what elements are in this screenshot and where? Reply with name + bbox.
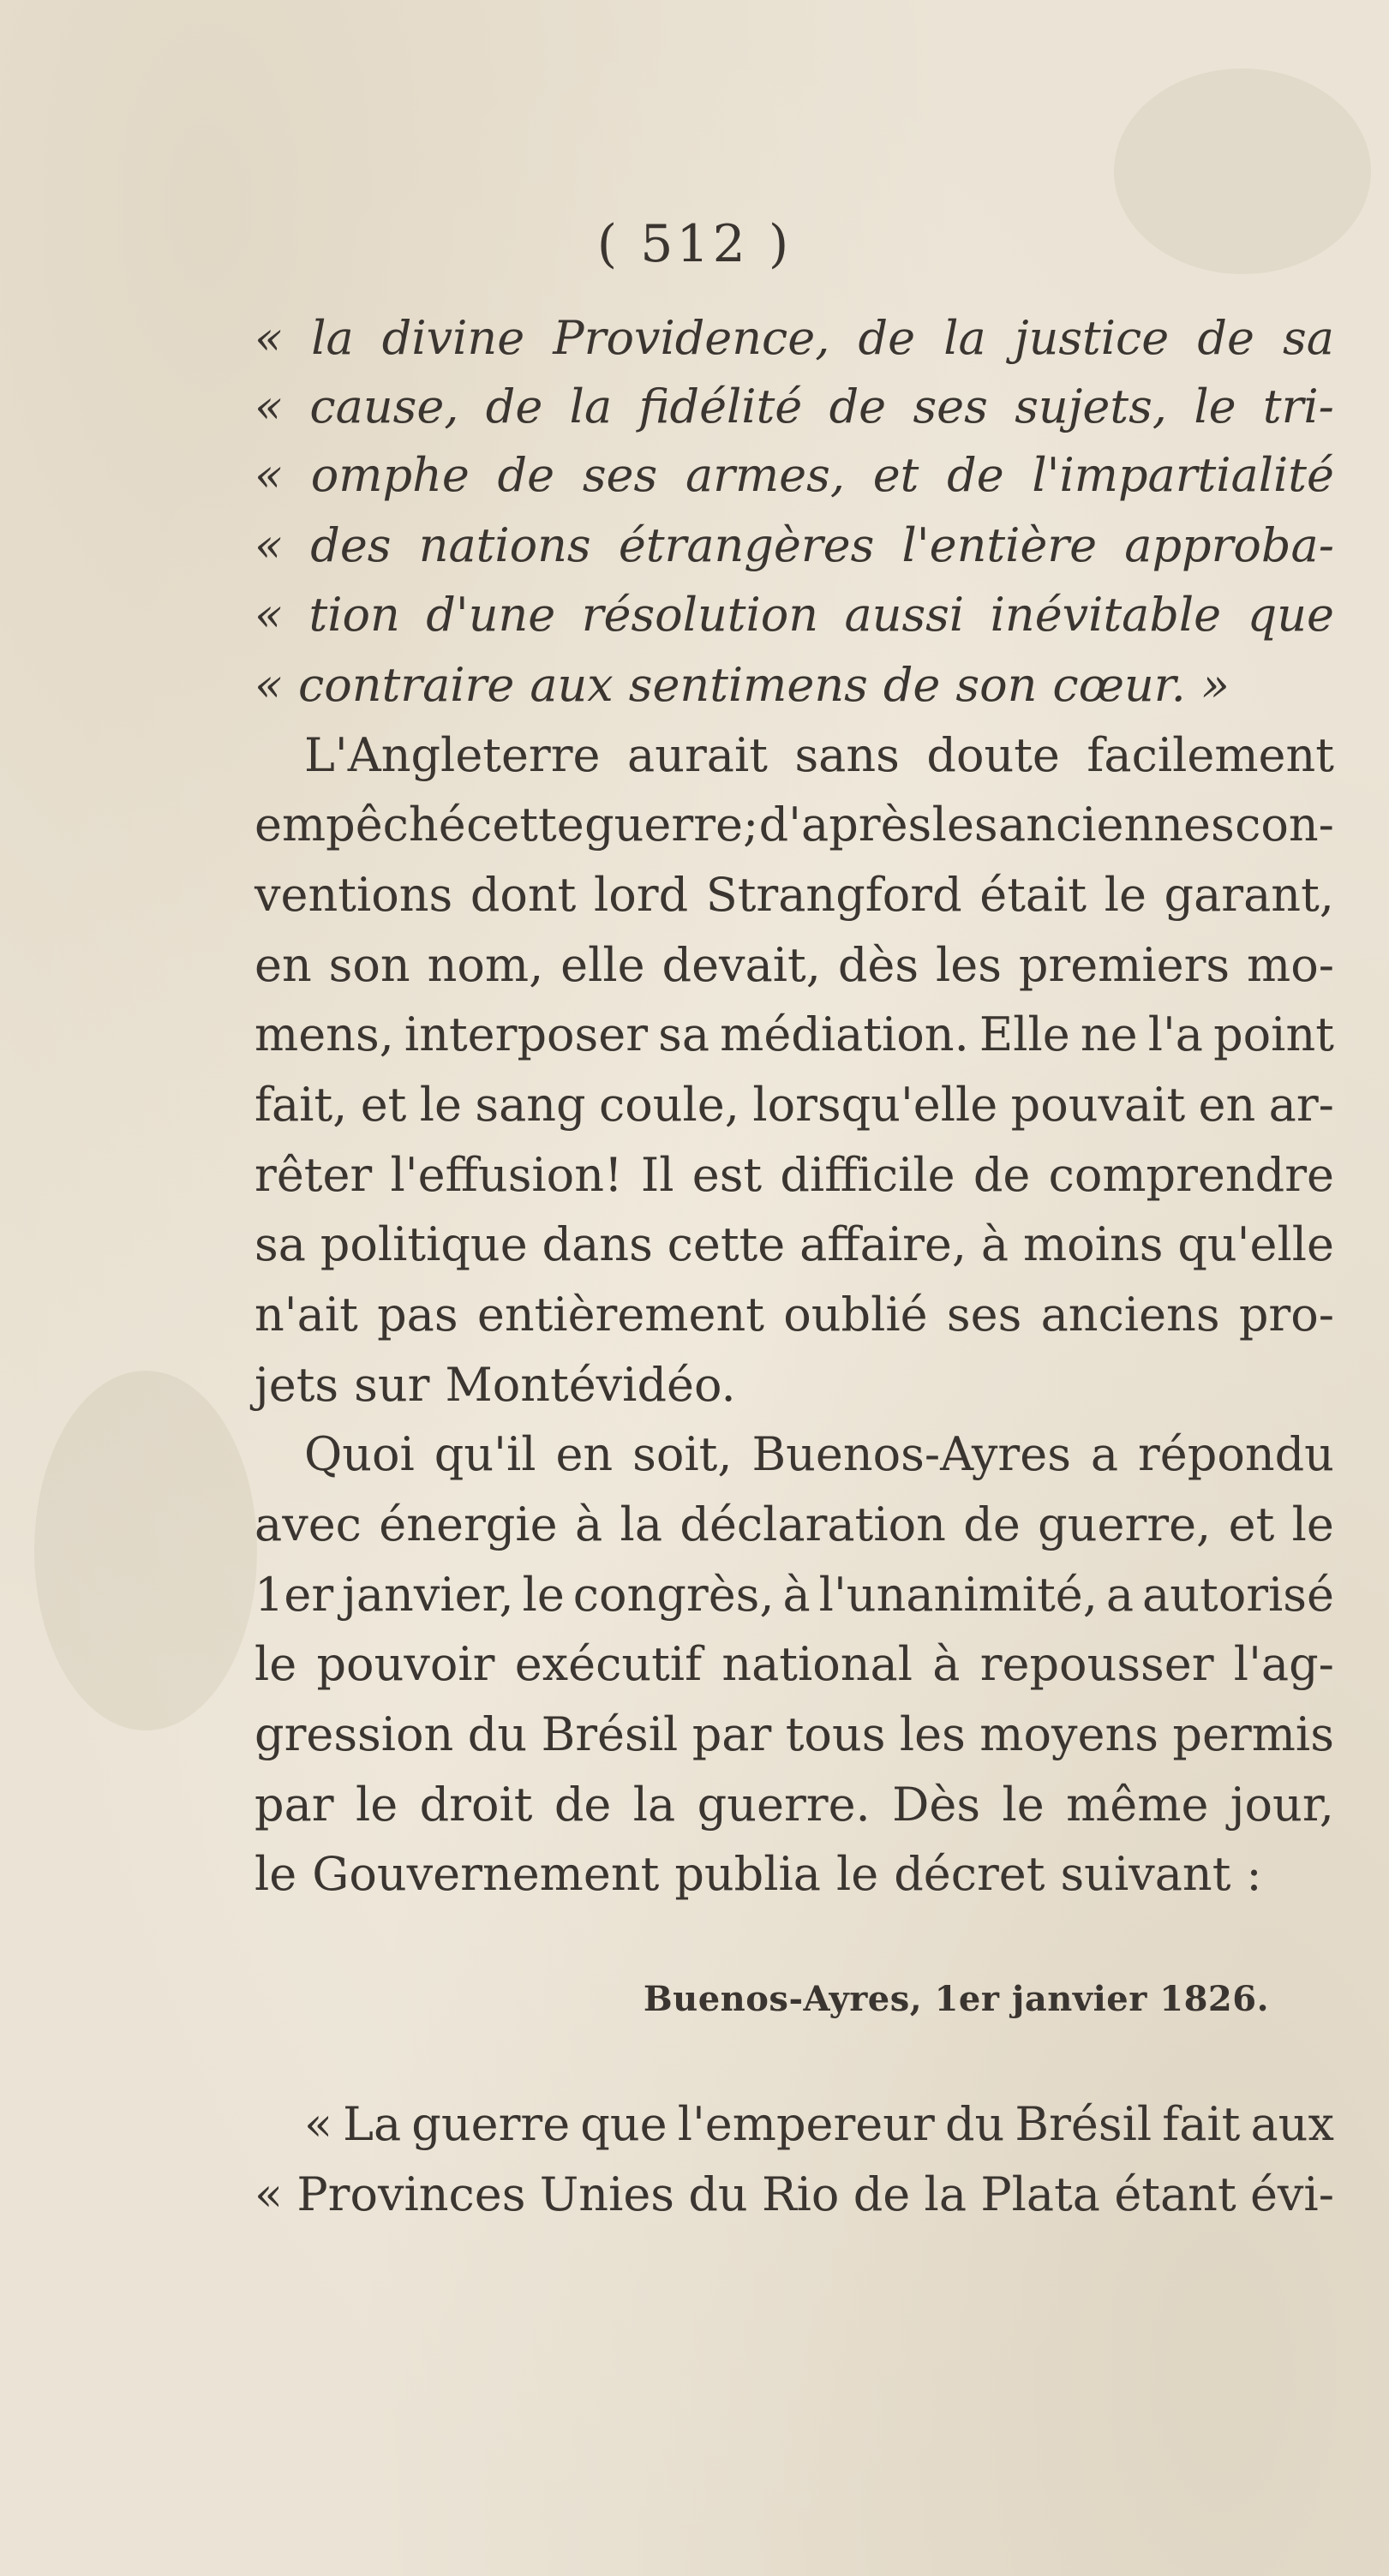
paragraph-line <box>254 1281 1334 1349</box>
word: La <box>343 2097 402 2151</box>
word: armes, <box>685 448 845 502</box>
word: la <box>569 380 613 433</box>
word: le <box>835 1847 879 1901</box>
paragraph-line <box>254 1141 1334 1210</box>
word: guerre. <box>697 1778 871 1832</box>
word: l'ag- <box>1233 1637 1334 1691</box>
word: moyens <box>979 1707 1158 1761</box>
word: qu'elle <box>1177 1217 1334 1271</box>
paragraph-line <box>254 1840 1334 1909</box>
word: aurait <box>627 728 768 782</box>
word: le <box>522 1568 565 1622</box>
word: sa <box>1283 311 1334 365</box>
word: fait <box>1162 2097 1241 2151</box>
word: suivant <box>1060 1847 1231 1901</box>
word: dans <box>542 1217 653 1271</box>
word: Brésil <box>1015 2097 1153 2151</box>
paragraph-line <box>254 931 1334 1000</box>
word: 1er <box>254 1568 334 1622</box>
paper-stain <box>34 1371 257 1730</box>
word: ventions <box>254 868 453 922</box>
paragraph-line <box>254 791 1334 859</box>
word: l'unanimité, <box>818 1568 1098 1622</box>
word: de <box>858 311 916 365</box>
word: le <box>1291 1497 1334 1551</box>
word: Il <box>640 1148 674 1202</box>
word: l'a <box>1147 1007 1203 1061</box>
quote-line <box>254 373 1334 441</box>
word: des <box>310 518 392 572</box>
word: aux <box>1250 2097 1334 2151</box>
quote-line <box>254 304 1334 373</box>
word: ses <box>946 1288 1022 1342</box>
word: mens, <box>254 1007 394 1061</box>
word: approba- <box>1124 518 1334 572</box>
word: Unies <box>539 2167 675 2221</box>
word: ses <box>582 448 658 502</box>
word: congrès, <box>572 1568 775 1622</box>
word: fidélité <box>638 380 803 433</box>
word: en <box>254 938 312 992</box>
decree-line <box>304 2090 1334 2159</box>
word: à <box>782 1568 811 1622</box>
word: « <box>254 380 284 433</box>
word: nations <box>418 518 591 572</box>
word: est <box>692 1148 763 1202</box>
word: moins <box>1022 1217 1164 1271</box>
page-number: ( 512 ) <box>596 214 793 274</box>
word: inévitable <box>990 588 1222 642</box>
word: Plata <box>980 2167 1101 2221</box>
word: « <box>254 2167 284 2221</box>
word: con- <box>1235 798 1334 852</box>
word: du <box>688 2167 748 2221</box>
paragraph-line <box>254 1630 1334 1699</box>
word: pro- <box>1238 1288 1334 1342</box>
paragraph-line <box>254 1001 1334 1069</box>
word: répondu <box>1137 1427 1334 1481</box>
word: tous <box>785 1707 886 1761</box>
word: sujets, <box>1015 380 1167 433</box>
word: guerre, <box>1038 1497 1212 1551</box>
word: anciens <box>1040 1288 1220 1342</box>
word: entièrement <box>476 1288 764 1342</box>
word: politique <box>320 1217 528 1271</box>
word: de <box>1197 311 1254 365</box>
decree-line <box>254 2161 1334 2229</box>
word: même <box>1066 1778 1209 1832</box>
word: de <box>853 2167 911 2221</box>
word: jets <box>254 1358 339 1412</box>
word: le <box>1002 1778 1045 1832</box>
word: a <box>1105 1568 1135 1622</box>
word: de <box>485 380 543 433</box>
paragraph-line <box>254 861 1334 929</box>
word: de <box>963 1497 1021 1551</box>
word: étrangères <box>618 518 875 572</box>
word: national <box>721 1637 913 1691</box>
word: Brésil <box>541 1707 679 1761</box>
paragraph-line <box>254 1771 1334 1839</box>
word: évi- <box>1249 2167 1334 2221</box>
word: affaire, <box>799 1217 967 1271</box>
word: d'une <box>426 588 556 642</box>
word: par <box>692 1707 772 1761</box>
word: sans <box>794 728 900 782</box>
word: ar- <box>1268 1078 1334 1132</box>
word: » <box>1200 658 1230 712</box>
word: résolution <box>581 588 819 642</box>
paragraph-line <box>254 1700 1334 1769</box>
word: ses <box>913 380 988 433</box>
word: cette <box>466 798 584 852</box>
word: son <box>328 938 410 992</box>
word: à <box>574 1497 603 1551</box>
word: la <box>311 311 354 365</box>
word: Quoi <box>304 1427 415 1481</box>
word: du <box>467 1707 528 1761</box>
word: comprendre <box>1048 1148 1334 1202</box>
word: cause, <box>309 380 459 433</box>
word: de <box>554 1778 612 1832</box>
word: de <box>829 380 887 433</box>
word: Buenos-Ayres <box>751 1427 1071 1481</box>
word: nom, <box>427 938 544 992</box>
word: : <box>1246 1847 1262 1901</box>
word: n'ait <box>254 1288 358 1342</box>
word: les <box>899 1707 966 1761</box>
word: sur <box>354 1358 430 1412</box>
word: empêché <box>254 798 466 852</box>
word: « <box>254 588 284 642</box>
word: le <box>1194 380 1236 433</box>
word: du <box>944 2097 1005 2151</box>
word: facilement <box>1087 728 1334 782</box>
word: les <box>935 938 1002 992</box>
word: que <box>1247 588 1334 642</box>
word: Provinces <box>296 2167 526 2221</box>
word: déclaration <box>680 1497 946 1551</box>
word: qu'il <box>434 1427 536 1481</box>
word: Strangford <box>705 868 962 922</box>
word: garant, <box>1164 868 1334 922</box>
word: pas <box>377 1288 458 1342</box>
paragraph-line <box>254 1210 1334 1279</box>
word: à <box>980 1217 1009 1271</box>
word: justice <box>1014 311 1170 365</box>
word: premiers <box>1018 938 1230 992</box>
word: Elle <box>979 1007 1070 1061</box>
word: sa <box>658 1007 710 1061</box>
word: Dès <box>892 1778 981 1832</box>
word: la <box>924 2167 967 2221</box>
word: de <box>883 658 941 712</box>
word: et <box>872 448 919 502</box>
word: pouvait <box>1010 1078 1186 1132</box>
quote-line <box>254 441 1334 510</box>
word: le <box>355 1778 398 1832</box>
word: de <box>973 1148 1031 1202</box>
word: oublié <box>783 1288 928 1342</box>
word: exécutif <box>514 1637 703 1691</box>
paragraph-line <box>254 1071 1334 1139</box>
paragraph-line <box>254 1561 1334 1629</box>
word: l'impartialité <box>1032 448 1334 502</box>
word: lorsqu'elle <box>752 1078 998 1132</box>
paragraph-line <box>304 721 1334 790</box>
word: permis <box>1172 1707 1334 1761</box>
word: d'après <box>758 798 932 852</box>
word: sang <box>475 1078 586 1132</box>
word: publia <box>674 1847 821 1901</box>
word: que <box>580 2097 668 2151</box>
word: Gouvernement <box>312 1847 660 1901</box>
word: son <box>955 658 1038 712</box>
word: autorisé <box>1142 1568 1334 1622</box>
word: Rio <box>761 2167 840 2221</box>
word: ne <box>1080 1007 1138 1061</box>
word: « <box>254 658 284 712</box>
word: janvier, <box>342 1568 514 1622</box>
word: pouvoir <box>316 1637 495 1691</box>
word: jour, <box>1230 1778 1334 1832</box>
word: décret <box>894 1847 1045 1901</box>
word: et <box>360 1078 407 1132</box>
word: « <box>254 518 284 572</box>
word: aussi <box>844 588 965 642</box>
quote-line <box>254 651 1334 720</box>
word: de <box>497 448 555 502</box>
word: énergie <box>379 1497 558 1551</box>
paragraph-line <box>254 1351 1334 1419</box>
word: difficile <box>780 1148 955 1202</box>
word: avec <box>254 1497 362 1551</box>
word: le <box>419 1078 462 1132</box>
word: Providence, <box>553 311 830 365</box>
word: lord <box>593 868 689 922</box>
word: repousser <box>979 1637 1214 1691</box>
word: soit, <box>632 1427 733 1481</box>
word: la <box>620 1497 663 1551</box>
word: le <box>1104 868 1147 922</box>
word: devait, <box>662 938 821 992</box>
paragraph-line <box>254 1491 1334 1559</box>
word: en <box>1198 1078 1256 1132</box>
word: anciennes <box>998 798 1235 852</box>
word: étant <box>1114 2167 1236 2221</box>
word: rêter <box>254 1148 373 1202</box>
word: guerre <box>411 2097 571 2151</box>
word: L'Angleterre <box>304 728 601 782</box>
word: l'effusion! <box>390 1148 623 1202</box>
word: cette <box>667 1217 786 1271</box>
word: de <box>947 448 1004 502</box>
word: point <box>1213 1007 1334 1061</box>
word: était <box>979 868 1087 922</box>
word: en <box>555 1427 614 1481</box>
word: sa <box>254 1217 306 1271</box>
word: « <box>254 311 284 365</box>
word: tion <box>308 588 400 642</box>
word: interposer <box>404 1007 649 1061</box>
word: par <box>254 1778 334 1832</box>
paragraph-line <box>304 1420 1334 1489</box>
word: les <box>931 798 998 852</box>
date-line: Buenos-Ayres, 1er janvier 1826. <box>643 1979 1269 2019</box>
word: « <box>254 448 284 502</box>
word: Montévidéo. <box>445 1358 736 1412</box>
word: gression <box>254 1707 454 1761</box>
word: elle <box>560 938 645 992</box>
word: dès <box>837 938 919 992</box>
word: cœur. <box>1052 658 1186 712</box>
word: contraire <box>298 658 515 712</box>
word: le <box>254 1637 297 1691</box>
word: coule, <box>599 1078 739 1132</box>
word: et <box>1228 1497 1275 1551</box>
word: mo- <box>1247 938 1334 992</box>
word: l'empereur <box>677 2097 935 2151</box>
word: a <box>1090 1427 1119 1481</box>
word: à <box>932 1637 961 1691</box>
word: aux <box>530 658 614 712</box>
word: « <box>304 2097 333 2151</box>
word: omphe <box>310 448 470 502</box>
word: doute <box>926 728 1060 782</box>
word: divine <box>381 311 525 365</box>
quote-line <box>254 511 1334 580</box>
word: droit <box>419 1778 533 1832</box>
word: dont <box>470 868 577 922</box>
word: l'entière <box>901 518 1098 572</box>
word: fait, <box>254 1078 348 1132</box>
word: médiation. <box>720 1007 969 1061</box>
word: la <box>943 311 986 365</box>
word: la <box>632 1778 676 1832</box>
word: tri- <box>1262 380 1334 433</box>
word: sentimens <box>628 658 868 712</box>
quote-line <box>254 581 1334 649</box>
word: guerre; <box>584 798 759 852</box>
word: le <box>254 1847 297 1901</box>
